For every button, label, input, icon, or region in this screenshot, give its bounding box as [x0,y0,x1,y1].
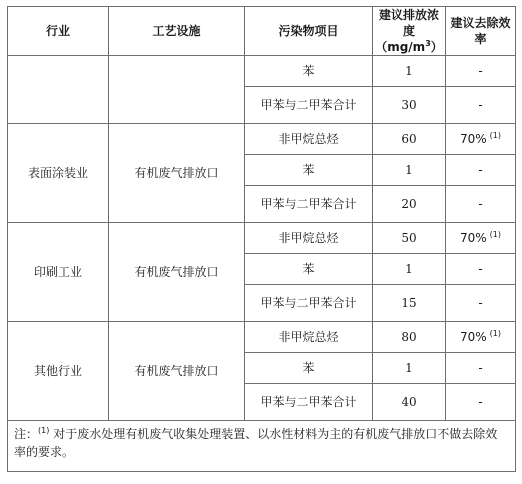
efficiency-value: - [478,361,483,375]
efficiency-value: - [478,64,483,78]
limit-value-cell: 30 [373,87,446,124]
pollutant-cell: 苯 [245,254,373,285]
table-row [8,56,516,87]
efficiency-cell [446,56,516,87]
table-row [8,322,516,353]
process-cell: 有机废气排放口 [109,223,245,322]
header-pollutant: 污染物项目 [245,7,373,56]
header-industry: 行业 [8,7,109,56]
efficiency-cell [446,223,516,254]
note-row [8,421,516,472]
header-process: 工艺设施 [109,7,245,56]
limit-value-cell: 15 [373,285,446,322]
pollutant-cell: 非甲烷总烃 [245,223,373,254]
efficiency-value: 70% [459,231,487,245]
process-cell [109,56,245,124]
efficiency-cell [446,254,516,285]
pollutant-cell: 甲苯与二甲苯合计 [245,87,373,124]
efficiency-footnote-marker: (1) [489,230,501,239]
efficiency-cell [446,124,516,155]
efficiency-cell [446,87,516,124]
limit-value-cell: 50 [373,223,446,254]
pollutant-cell: 非甲烷总烃 [245,124,373,155]
efficiency-value: - [478,163,483,177]
emission-standards-table [7,6,516,472]
efficiency-cell [446,384,516,421]
efficiency-value: 70% [459,330,487,344]
limit-value-cell: 60 [373,124,446,155]
efficiency-value: - [478,197,483,211]
header-limit-unit: $(mg/m^3)$ [375,39,443,54]
pollutant-cell: 甲苯与二甲苯合计 [245,186,373,223]
limit-value-cell: 1 [373,56,446,87]
header-limit-title: 建议排放浓度 [378,8,439,38]
efficiency-cell [446,322,516,353]
header-efficiency: 建议去除效率 [446,7,516,56]
pollutant-cell: 苯 [245,56,373,87]
efficiency-cell [446,155,516,186]
limit-value-cell: 40 [373,384,446,421]
header-row [8,7,516,56]
efficiency-value: - [478,262,483,276]
industry-cell [8,56,109,124]
efficiency-cell [446,285,516,322]
limit-value-cell: 1 [373,155,446,186]
efficiency-cell [446,353,516,384]
limit-value-cell: 80 [373,322,446,353]
pollutant-cell: 甲苯与二甲苯合计 [245,285,373,322]
efficiency-cell [446,186,516,223]
limit-value-cell: 1 [373,254,446,285]
footnote: 注：$^{(1)}$ 对于废水处理有机废气收集处理装置、以水性材料为主的有机废气排放口不做去除效率的要求。 [8,421,516,472]
efficiency-footnote-marker: (1) [489,329,501,338]
pollutant-cell: 甲苯与二甲苯合计 [245,384,373,421]
table-body [8,56,516,421]
process-cell: 有机废气排放口 [109,322,245,421]
efficiency-value: - [478,98,483,112]
table-row [8,223,516,254]
limit-value-cell: 1 [373,353,446,384]
industry-cell: 印刷工业 [8,223,109,322]
limit-value-cell: 20 [373,186,446,223]
pollutant-cell: 苯 [245,155,373,186]
efficiency-footnote-marker: (1) [489,131,501,140]
industry-cell: 其他行业 [8,322,109,421]
pollutant-cell: 苯 [245,353,373,384]
pollutant-cell: 非甲烷总烃 [245,322,373,353]
efficiency-value: - [478,395,483,409]
industry-cell: 表面涂装业 [8,124,109,223]
efficiency-value: 70% [459,132,487,146]
table-row [8,124,516,155]
process-cell: 有机废气排放口 [109,124,245,223]
efficiency-value: - [478,296,483,310]
header-limit [373,7,446,56]
